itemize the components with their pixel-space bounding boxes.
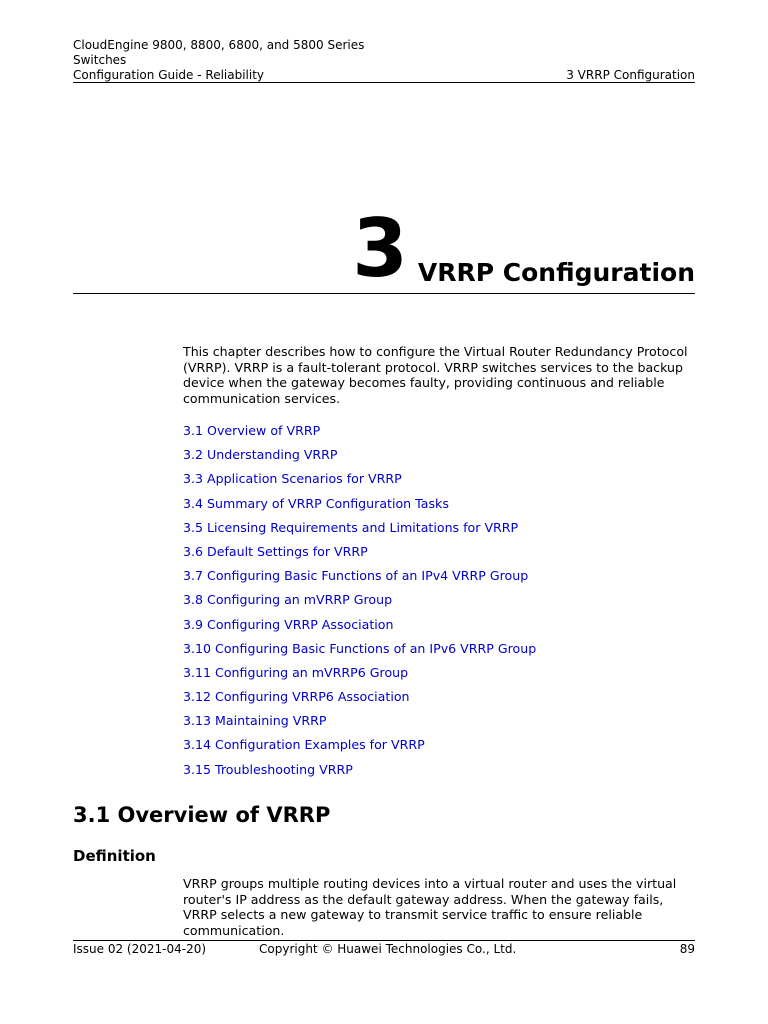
toc-item [183,568,536,592]
header-product-line2: Switches [73,53,127,67]
toc-item [183,713,536,737]
header-divider [73,82,695,83]
toc-link-3-7[interactable]: 3.7 Configuring Basic Functions of an IPv4 VRRP Group [183,568,529,584]
toc-link-3-9[interactable]: 3.9 Configuring VRRP Association [183,616,394,632]
toc-link-3-5[interactable]: 3.5 Licensing Requirements and Limitations for VRRP [183,519,519,535]
toc-item [183,544,536,568]
toc-link-3-15[interactable]: 3.15 Troubleshooting VRRP [183,761,353,777]
chapter-intro: This chapter describes how to configure the Virtual Router Redundancy Protocol (VRRP). VRRP is a fault-tolerant protocol. VRRP switches services to the backup device when the gateway becomes faulty, providing continuous and reliable communication services. [183,344,688,406]
chapter-title: VRRP Configuration [417,258,695,287]
header-guide-title: Configuration Guide - Reliability [73,68,265,82]
header-row [73,68,695,83]
toc-item [183,496,536,520]
toc-item [183,471,536,495]
toc-item [183,423,536,447]
chapter-number: 3 [352,202,408,295]
toc-item [183,665,536,689]
chapter-heading [352,204,695,294]
toc-link-3-2[interactable]: 3.2 Understanding VRRP [183,447,338,463]
footer-page-number: 89 [679,942,695,956]
toc-link-3-13[interactable]: 3.13 Maintaining VRRP [183,713,327,729]
toc-item [183,737,536,761]
footer-divider [73,940,695,941]
toc-link-3-12[interactable]: 3.12 Configuring VRRP6 Association [183,689,410,705]
toc-link-3-1[interactable]: 3.1 Overview of VRRP [183,423,321,438]
toc-item [183,592,536,616]
toc-link-3-14[interactable]: 3.14 Configuration Examples for VRRP [183,737,425,753]
toc-item [183,641,536,665]
toc-link-3-10[interactable]: 3.10 Configuring Basic Functions of an IPv6 VRRP Group [183,640,537,656]
toc-item [183,447,536,471]
toc-link-3-3[interactable]: 3.3 Application Scenarios for VRRP [183,471,402,487]
section-subheading: Definition [73,847,156,865]
toc-link-3-11[interactable]: 3.11 Configuring an mVRRP6 Group [183,664,409,680]
chapter-divider [73,293,695,294]
footer-issue: Issue 02 (2021-04-20) [73,942,207,956]
header-product-line1: CloudEngine 9800, 8800, 6800, and 5800 Series [73,38,365,52]
toc-link-3-6[interactable]: 3.6 Default Settings for VRRP [183,543,368,559]
page-header [73,38,695,83]
header-chapter-ref: 3 VRRP Configuration [566,68,695,82]
toc-item [183,520,536,544]
toc-item [183,762,536,786]
toc-link-3-4[interactable]: 3.4 Summary of VRRP Configuration Tasks [183,495,449,511]
chapter-toc [183,423,536,786]
footer-copyright: Copyright © Huawei Technologies Co., Ltd. [259,942,517,956]
toc-item [183,689,536,713]
section-title: 3.1 Overview of VRRP [73,803,331,827]
toc-item [183,617,536,641]
section-body: VRRP groups multiple routing devices into a virtual router and uses the virtual router's IP address as the default gateway address. When the gateway fails, VRRP selects a new gateway to transmit service traffic to ensure reliable communication. [183,876,677,938]
toc-link-3-8[interactable]: 3.8 Configuring an mVRRP Group [183,592,393,608]
